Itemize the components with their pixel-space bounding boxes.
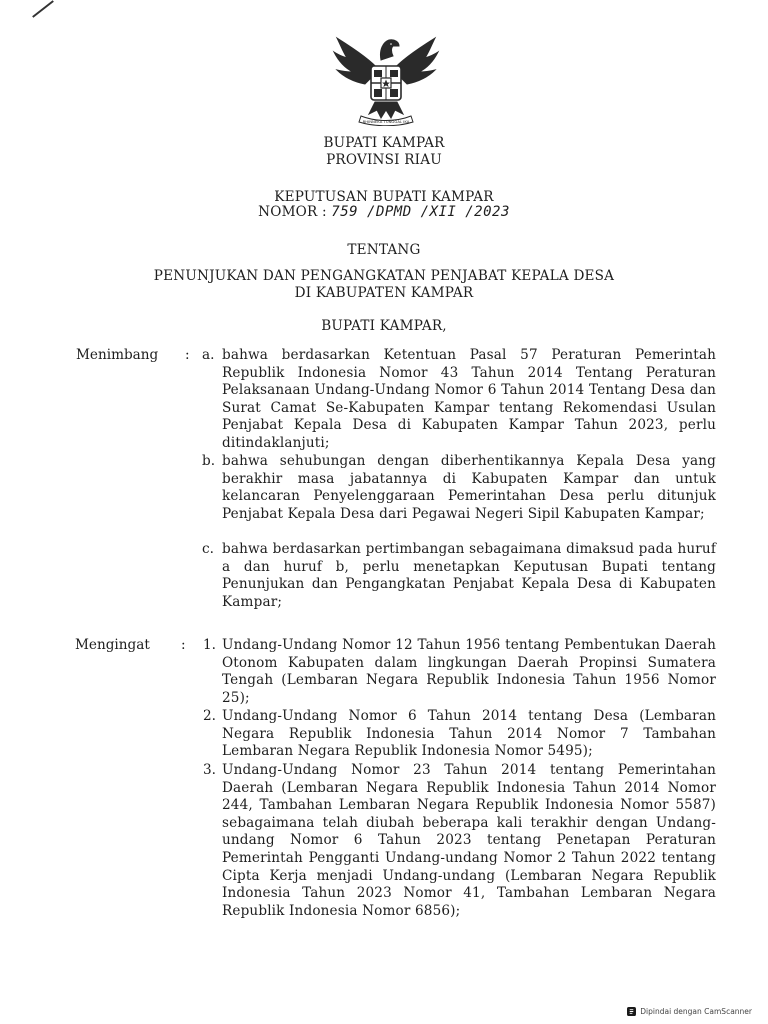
decree-title: KEPUTUSAN BUPATI KAMPAR (274, 189, 494, 205)
subject-line-1: PENUNJUKAN DAN PENGANGKATAN PENJABAT KEPALA DESA (153, 268, 615, 284)
mengingat-item-3: Undang-Undang Nomor 23 Tahun 2014 tentang Pemerintahan Daerah (Lembaran Negara Republik Indonesia Tahun 2014 Nomor 244, Tambahan Lembaran Negara Republik Indonesia Nomor 5587) sebagaimana telah diubah beberapa kali terakhir dengan Undang-undang Nomor 6 Tahun 2023 tentang Penetapan Peraturan Pemerintah Pengganti Undang-undang Nomor 2 Tahun 2022 tentang Cipta Kerja menjadi Undang-undang (Lembaran Negara Republik Indonesia Tahun 2023 Nomor 41, Tambahan Lembaran Negara Republik Indonesia Nomor 6856); (222, 762, 716, 919)
issuer-signature-heading: BUPATI KAMPAR, (321, 318, 447, 334)
menimbang-item-a: bahwa berdasarkan Ketentuan Pasal 57 Peraturan Pemerintah Republik Indonesia Nomor 43 Tahun 2014 Tentang Peraturan Pelaksanaan Undang-Undang Nomor 6 Tahun 2014 Tentang Desa dan Surat Camat Se-Kabupaten Kampar tentang Rekomendasi Usulan Penjabat Kepala Desa di Kabupaten Kampar Tahun 2023, perlu ditindaklanjuti; (222, 347, 716, 451)
subject-line-2: DI KABUPATEN KAMPAR (294, 285, 474, 301)
mengingat-item-2: Undang-Undang Nomor 6 Tahun 2014 tentang Desa (Lembaran Negara Republik Indonesia Tahun 2014 Nomor 7 Tambahan Lembaran Negara Republik Indonesia Nomor 5495); (222, 708, 716, 760)
mengingat-label: Mengingat (75, 637, 150, 653)
about-heading: TENTANG (347, 242, 421, 258)
camscanner-icon (627, 1007, 636, 1016)
mengingat-item-1: Undang-Undang Nomor 12 Tahun 1956 tentang Pembentukan Daerah Otonom Kabupaten dalam lingkungan Daerah Propinsi Sumatera Tengah (Lembaran Negara Republik Indonesia Tahun 1956 Nomor 25); (222, 637, 716, 706)
menimbang-label: Menimbang (76, 347, 159, 363)
pen-mark (32, 0, 54, 18)
scanner-watermark (627, 1007, 752, 1016)
menimbang-marker-b: b. (202, 453, 216, 469)
mengingat-marker-3: 3. (203, 762, 216, 778)
mengingat-colon: : (181, 637, 186, 653)
issuer-heading: BUPATI KAMPAR (323, 135, 445, 151)
scanner-text: Dipindai dengan CamScanner (640, 1007, 752, 1016)
menimbang-colon: : (185, 347, 190, 363)
mengingat-marker-2: 2. (203, 708, 216, 724)
decree-number-handwritten: 759 /DPMD /XII /2023 (331, 204, 510, 220)
garuda-pancasila-emblem-icon (331, 30, 441, 126)
menimbang-marker-a: a. (202, 347, 215, 363)
menimbang-item-b: bahwa sehubungan dengan diberhentikannya Kepala Desa yang berakhir masa jabatannya di Kabupaten Kampar dan untuk kelancaran Penyelenggaraan Pemerintahan Desa perlu ditunjuk Penjabat Kepala Desa dari Pegawai Negeri Sipil Kabupaten Kampar; (222, 453, 716, 522)
province-heading: PROVINSI RIAU (326, 152, 442, 168)
decree-number: NOMOR : 759 /DPMD /XII /2023 (258, 204, 510, 220)
menimbang-marker-c: c. (202, 541, 214, 557)
mengingat-marker-1: 1. (203, 637, 216, 653)
svg-text:BHINNEKA TUNGGAL IKA: BHINNEKA TUNGGAL IKA (362, 119, 410, 124)
menimbang-item-c: bahwa berdasarkan pertimbangan sebagaimana dimaksud pada huruf a dan huruf b, perlu menetapkan Keputusan Bupati tentang Penunjukan dan Pengangkatan Penjabat Kepala Desa di Kabupaten Kampar; (222, 541, 716, 610)
